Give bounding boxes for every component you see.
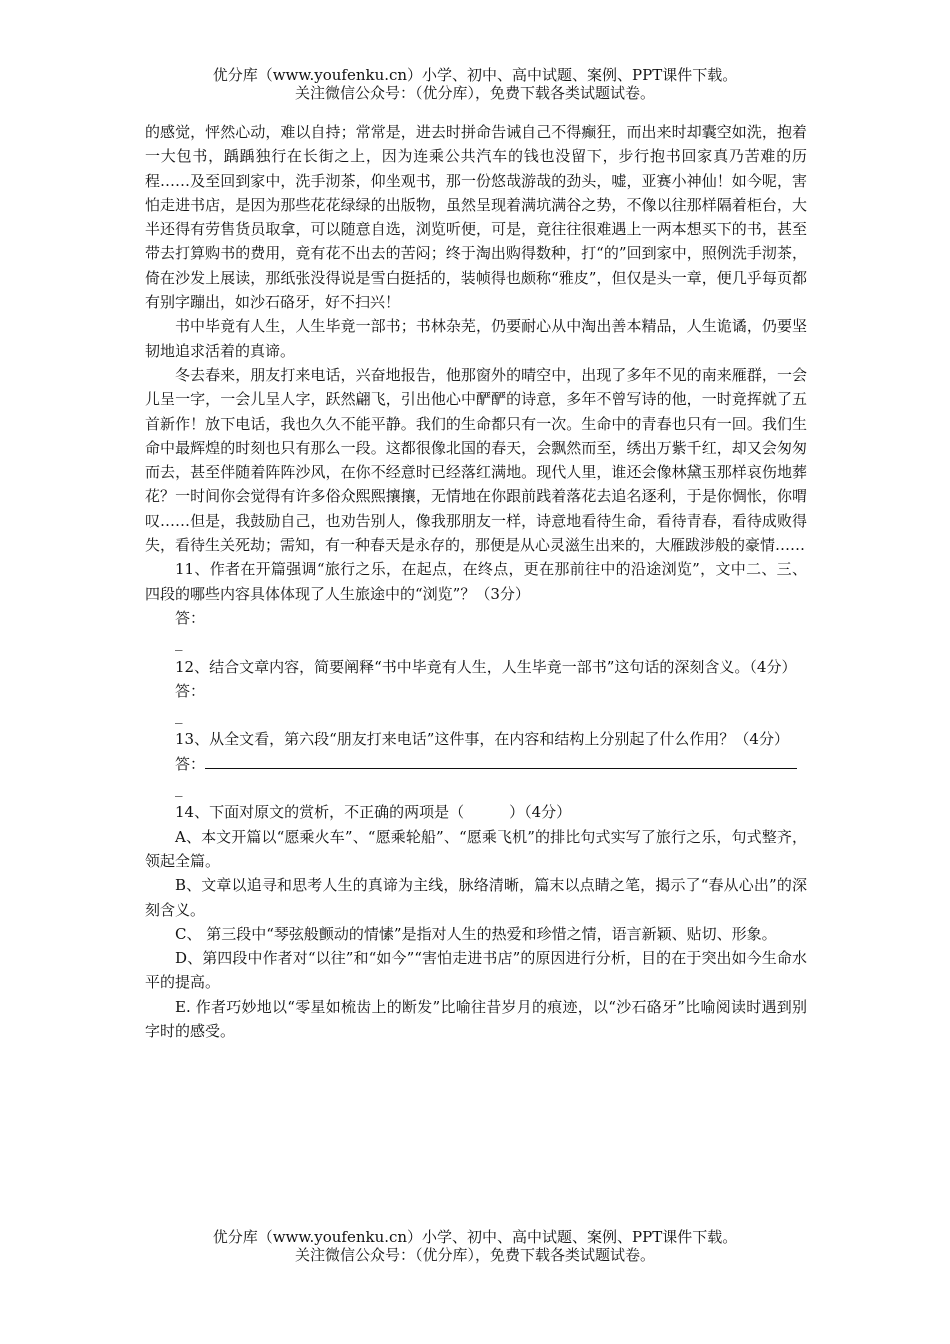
option-b: B、文章以追寻和思考人生的真谛为主线，脉络清晰，篇末以点睛之笔，揭示了“春从心出”的深刻含义。 [145, 876, 807, 919]
answer-label-11: 答： [175, 608, 206, 627]
footer-line-2: 关注微信公众号：（优分库），免费下载各类试题试卷。 [294, 1246, 655, 1264]
passage-paragraph-2: 书中毕竟有人生，人生毕竟一部书；书林杂芜，仍要耐心从中淘出善本精品，人生诡谲，仍要坚韧地追求活着的真谛。 [145, 317, 807, 360]
question-14: 14、下面对原文的赏析，不正确的两项是（ ）（4分） [175, 803, 572, 822]
passage-paragraph-3: 冬去春来，朋友打来电话，兴奋地报告，他那窗外的晴空中，出现了多年不见的南来雁群，一会儿呈一字，一会儿呈人字，跃然翩飞，引出他心中酽酽的诗意，多年不曾写诗的他，一时竟挥就了五首新作！放下电话，我也久久不能平静。我们的生命都只有一次。生命中的青春也只有一回。我们生命中最辉煌的时刻也只有那么一段。这都很像北国的春天，会飘然而至，绣出万紫千红，却又会匆匆而去，甚至伴随着阵阵沙风，在你不经意时已经落红满地。现代人里，谁还会像林黛玉那样哀伤地葬花？一时间你会觉得有许多俗众熙熙攘攘，无情地在你跟前践着落花去追名逐利，于是你惆怅，你喟叹……但是，我鼓励自己，也劝告别人，像我那朋友一样，诗意地看待生命，看待青春，看待成败得失，看待生关死劫；需知，有一种春天是永存的，那便是从心灵滋生出来的，大雁跋涉般的豪情…… [145, 365, 807, 555]
option-c: C、 第三段中“琴弦般颤动的情愫”是指对人生的热爱和珍惜之情，语言新颖、贴切、形象。 [175, 924, 777, 943]
page-footer [0, 1228, 950, 1264]
question-13: 13、从全文看，第六段“朋友打来电话”这件事，在内容和结构上分别起了什么作用？（4分） [175, 730, 789, 749]
answer-blank-13[interactable]: _ [175, 779, 183, 798]
question-11: 11、作者在开篇强调“旅行之乐，在起点，在终点，更在那前往中的沿途浏览”，文中二、三、四段的哪些内容具体体现了人生旅途中的“浏览”？（3分） [145, 560, 807, 603]
header-line-1: 优分库（www.youfenku.cn）小学、初中、高中试题、案例、PPT课件下载。 [212, 66, 738, 84]
option-a: A、本文开篇以“愿乘火车”、“愿乘轮船”、“愿乘飞机”的排比句式实写了旅行之乐，句式整齐，领起全篇。 [145, 827, 807, 870]
footer-line-1: 优分库（www.youfenku.cn）小学、初中、高中试题、案例、PPT课件下载。 [212, 1228, 738, 1246]
question-12: 12、结合文章内容，简要阐释“书中毕竟有人生，人生毕竟一部书”这句话的深刻含义。（4分） [175, 657, 797, 676]
answer-blank-11[interactable]: _ [175, 633, 183, 652]
answer-label-13: 答： [175, 754, 206, 773]
option-e: E. 作者巧妙地以“零星如梳齿上的断发”比喻往昔岁月的痕迹，以“沙石硌牙”比喻阅读时遇到别字时的感受。 [145, 997, 807, 1040]
document-body [145, 120, 807, 1043]
header-line-2: 关注微信公众号：（优分库），免费下载各类试题试卷。 [294, 84, 655, 102]
option-d: D、第四段中作者对“以往”和“如今”“害怕走进书店”的原因进行分析，目的在于突出如今生命水平的提高。 [145, 949, 807, 992]
passage-paragraph-1: 的感觉，怦然心动，难以自持；常常是，进去时拼命告诫自己不得癫狂，而出来时却囊空如洗，抱着一大包书，踽踽独行在长街之上，因为连乘公共汽车的钱也没留下，步行抱书回家真乃苦难的历程……及至回到家中，洗手沏茶，仰坐观书，那一份悠哉游哉的劲头，嘘，亚赛小神仙！如今呢，害怕走进书店，是因为那些花花绿绿的出版物，虽然呈现着满坑满谷之势，不像以往那样隔着柜台，大半还得有劳售货员取拿，可以随意自选，浏览听便，可是，竟往往很难遇上一两本想买下的书，甚至带去打算购书的费用，竟有花不出去的苦闷；终于淘出购得数种，打“的”回到家中，照例洗手沏茶，倚在沙发上展读，那纸张没得说是雪白挺括的，装帧得也颇称“雅皮”，但仅是头一章，便几乎每页都有别字蹦出，如沙石硌牙，好不扫兴！ [145, 123, 807, 312]
answer-blank-12[interactable]: _ [175, 706, 183, 725]
page-header [0, 66, 950, 102]
answer-label-12: 答： [175, 681, 206, 700]
answer-row-13 [145, 752, 807, 776]
answer-line-13[interactable] [205, 752, 797, 769]
